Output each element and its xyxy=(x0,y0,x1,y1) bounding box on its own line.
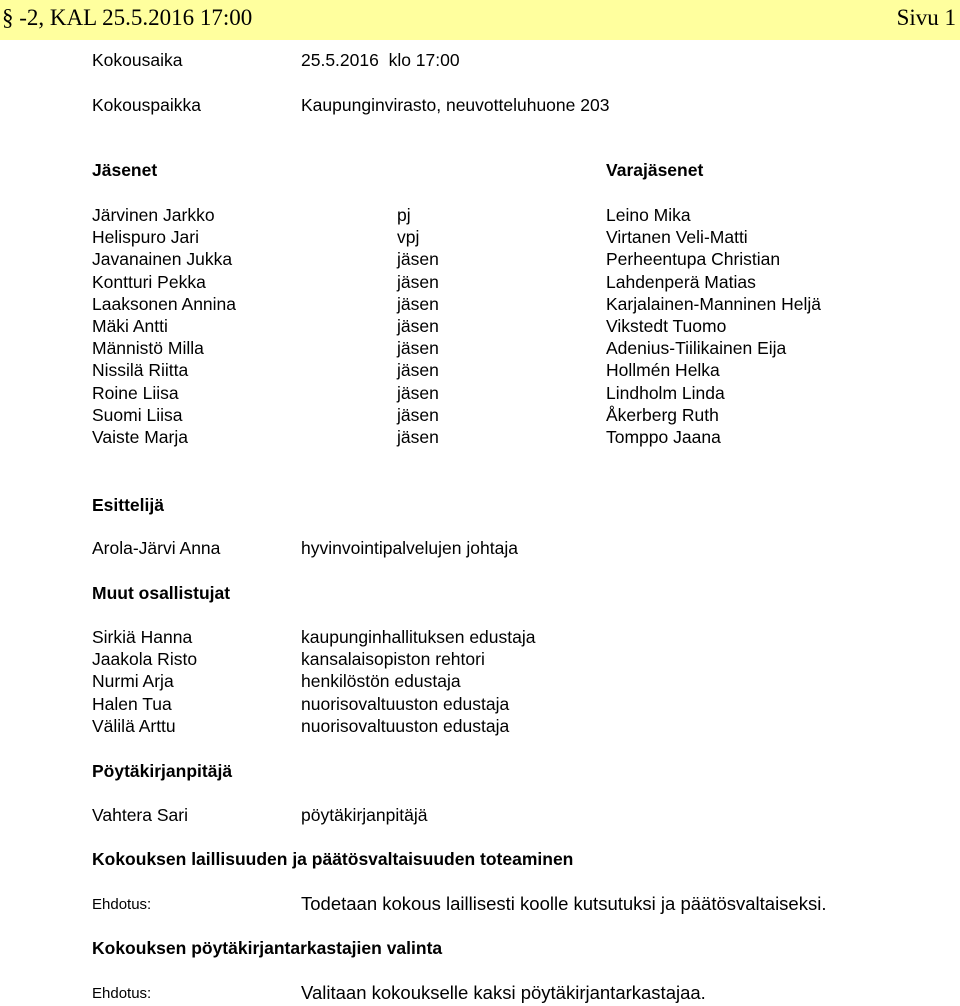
document-header xyxy=(0,0,960,40)
member-name: Roine Liisa xyxy=(92,382,179,403)
member-deputy: Åkerberg Ruth xyxy=(606,404,719,425)
member-deputy: Vikstedt Tuomo xyxy=(606,316,727,336)
member-name: Mäki Antti xyxy=(92,316,168,336)
meeting-place-label: Kokouspaikka xyxy=(92,95,201,115)
member-role: jäsen xyxy=(397,338,439,359)
member-deputy: Leino Mika xyxy=(606,205,691,225)
participant-title: nuorisovaltuuston edustaja xyxy=(301,715,510,736)
secretary-title: pöytäkirjanpitäjä xyxy=(301,805,428,825)
member-role: pj xyxy=(397,205,411,225)
member-deputy: Perheentupa Christian xyxy=(606,249,781,270)
participant-name: Halen Tua xyxy=(92,693,172,714)
member-deputy: Virtanen Veli-Matti xyxy=(606,227,748,248)
header-section-ref: § -2, KAL 25.5.2016 17:00 xyxy=(2,5,253,30)
meeting-time-value: 25.5.2016 klo 17:00 xyxy=(301,50,460,70)
secretary-name: Vahtera Sari xyxy=(92,805,188,825)
section-legality-proposal-text: Todetaan kokous laillisesti koolle kutsutuksi ja päätösvaltaiseksi. xyxy=(301,893,827,914)
participant-title: kaupunginhallituksen edustaja xyxy=(301,627,536,647)
header-page-number: Sivu 1 xyxy=(896,5,956,30)
member-deputy: Hollmén Helka xyxy=(606,360,720,381)
member-deputy: Karjalainen-Manninen Heljä xyxy=(606,293,821,314)
participant-title: nuorisovaltuuston edustaja xyxy=(301,693,510,714)
member-deputy: Lindholm Linda xyxy=(606,382,725,403)
member-role: jäsen xyxy=(397,382,439,403)
participant-name: Sirkiä Hanna xyxy=(92,627,193,647)
participant-title: kansalaisopiston rehtori xyxy=(301,649,485,670)
others-heading: Muut osallistujat xyxy=(92,583,231,603)
member-name: Helispuro Jari xyxy=(92,227,199,248)
member-name: Vaiste Marja xyxy=(92,427,188,447)
participant-title: henkilöstön edustaja xyxy=(301,671,461,692)
member-role: jäsen xyxy=(397,427,439,447)
member-deputy: Lahdenperä Matias xyxy=(606,271,756,292)
section-legality-proposal-label: Ehdotus: xyxy=(92,896,152,913)
member-deputy: Tomppo Jaana xyxy=(606,427,721,447)
section-reviewers-heading: Kokouksen pöytäkirjantarkastajien valinta xyxy=(92,938,443,958)
meeting-time-label: Kokousaika xyxy=(92,50,183,70)
member-role: jäsen xyxy=(397,293,439,314)
member-name: Nissilä Riitta xyxy=(92,360,189,381)
presenter-name: Arola-Järvi Anna xyxy=(92,538,221,558)
member-name: Suomi Liisa xyxy=(92,404,183,425)
member-name: Laaksonen Annina xyxy=(92,293,237,314)
presenter-heading: Esittelijä xyxy=(92,495,164,515)
section-reviewers-proposal-text: Valitaan kokoukselle kaksi pöytäkirjantarkastajaa. xyxy=(301,982,706,1003)
member-name: Kontturi Pekka xyxy=(92,271,206,292)
participant-name: Jaakola Risto xyxy=(92,649,198,670)
member-name: Männistö Milla xyxy=(92,338,204,359)
participant-name: Välilä Arttu xyxy=(92,715,176,736)
member-role: vpj xyxy=(397,227,420,248)
member-role: jäsen xyxy=(397,249,439,270)
member-role: jäsen xyxy=(397,360,439,381)
member-deputy: Adenius-Tiilikainen Eija xyxy=(606,338,787,359)
member-role: jäsen xyxy=(397,404,439,425)
deputies-heading: Varajäsenet xyxy=(606,160,704,180)
participant-name: Nurmi Arja xyxy=(92,671,174,692)
member-role: jäsen xyxy=(397,271,439,292)
secretary-heading: Pöytäkirjanpitäjä xyxy=(92,761,233,781)
members-heading: Jäsenet xyxy=(92,160,158,180)
presenter-title: hyvinvointipalvelujen johtaja xyxy=(301,538,518,558)
member-name: Järvinen Jarkko xyxy=(92,205,215,225)
section-reviewers-proposal-label: Ehdotus: xyxy=(92,985,152,1002)
meeting-place-value: Kaupunginvirasto, neuvotteluhuone 203 xyxy=(301,95,610,115)
section-legality-heading: Kokouksen laillisuuden ja päätösvaltaisuuden toteaminen xyxy=(92,849,574,869)
member-role: jäsen xyxy=(397,316,439,336)
member-name: Javanainen Jukka xyxy=(92,249,233,270)
